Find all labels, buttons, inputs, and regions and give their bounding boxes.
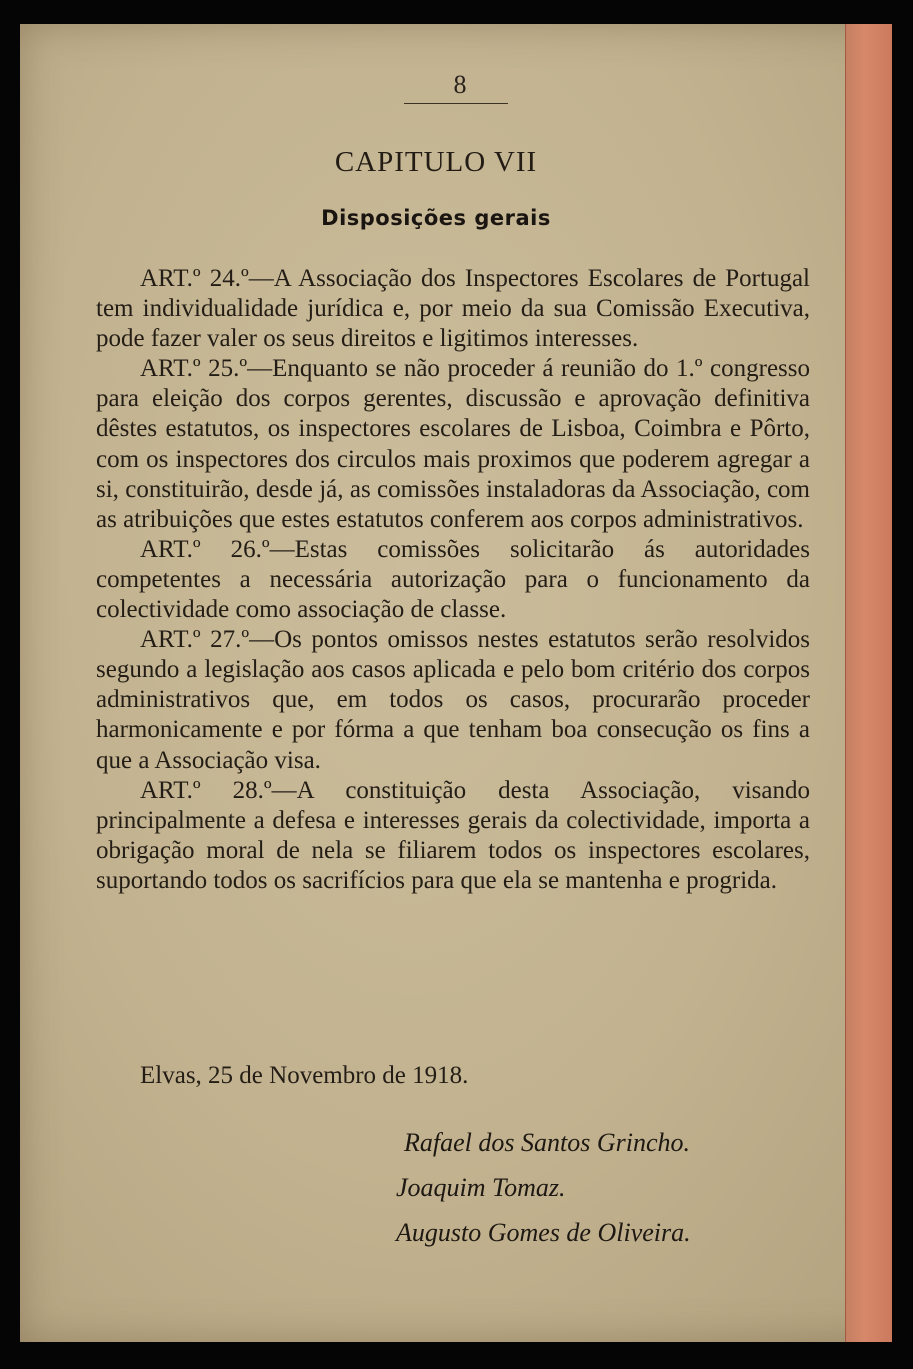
articles-body — [96, 264, 810, 896]
article-26: ART.º 26.º—Estas comissões solicitarão ás autoridades competentes a necessária autorização para o funcionamento da colectividade como associação de classe. — [96, 535, 810, 624]
chapter-heading: CAPITULO VII — [334, 146, 538, 178]
article-27: ART.º 27.º—Os pontos omissos nestes estatutos serão resolvidos segundo a legislação aos casos aplicada e pelo bom critério dos corpos administrativos que, em todos os casos, procurarão proceder harmonicamente e por fórma a que tenham boa consecução os fins a que a Associação visa. — [96, 626, 810, 774]
signatory-1: Rafael dos Santos Grincho. — [404, 1128, 690, 1157]
date-line: Elvas, 25 de Novembro de 1918. — [140, 1062, 469, 1089]
article-28: ART.º 28.º—A constituição desta Associação, visando principalmente a defesa e interesses gerais da colectividade, importa a obrigação moral de nela se filiarem todos os inspectores escolares, suportando todos os sacrifícios para que ela se mantenha e progrida. — [96, 776, 810, 894]
signatory-3: Augusto Gomes de Oliveira. — [396, 1218, 691, 1247]
page-number-rule — [404, 103, 508, 104]
section-title: Disposições gerais — [321, 206, 551, 230]
signatory-2: Joaquim Tomaz. — [396, 1173, 566, 1202]
page-number: 8 — [453, 70, 467, 99]
article-24: ART.º 24.º—A Associação dos Inspectores Escolares de Portugal tem individualidade jurídica e, por meio da sua Comissão Executiva, pode fazer valer os seus direitos e ligitimos interesses. — [96, 265, 810, 353]
article-25: ART.º 25.º—Enquanto se não proceder á reunião do 1.º congresso para eleição dos corpos gerentes, discussão e aprovação definitiva dêstes estatutos, os inspectores escolares de Lisboa, Coimbra e Pôrto, com os inspectores dos circulos mais proximos que poderem agregar a si, constituirão, desde já, as comissões instaladoras da Associação, com as atribuições que estes estatutos conferem aos corpos administrativos. — [96, 355, 810, 533]
signatures — [396, 1120, 691, 1255]
